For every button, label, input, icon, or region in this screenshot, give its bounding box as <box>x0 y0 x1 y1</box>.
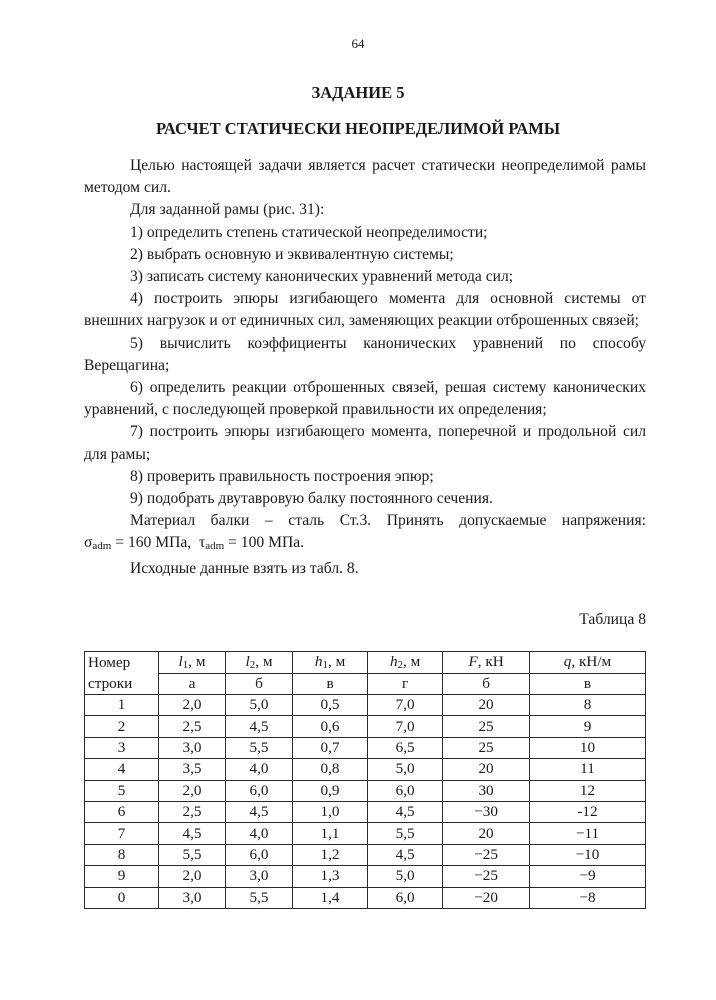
table-body <box>85 695 646 909</box>
table-row <box>85 780 646 801</box>
table-caption: Таблица 8 <box>579 611 646 628</box>
table-cell: 1,2 <box>293 844 368 865</box>
row-number-header: Номер строки <box>85 652 159 695</box>
table-cell: 12 <box>529 780 645 801</box>
table-row <box>85 759 646 780</box>
table-cell: 0,9 <box>293 780 368 801</box>
tau-subscript: adm <box>205 540 225 553</box>
table-row <box>85 844 646 865</box>
table-cell: 4,5 <box>368 801 443 822</box>
table-cell: −25 <box>443 866 530 887</box>
table-cell: 7,0 <box>368 695 443 716</box>
step-item: 3) записать систему канонических уравнений метода сил; <box>130 268 514 286</box>
page-number: 64 <box>351 36 365 51</box>
table-cell: 6,0 <box>226 844 293 865</box>
column-variant-letter: г <box>368 673 443 694</box>
table-cell: 4,5 <box>226 716 293 737</box>
step-item: 2) выбрать основную и эквивалентную системы; <box>130 245 454 263</box>
table-cell: 5,5 <box>226 737 293 758</box>
table-cell: 25 <box>443 737 530 758</box>
allowable-stresses <box>84 532 646 557</box>
table-cell: 5,0 <box>368 866 443 887</box>
table-cell: −30 <box>443 801 530 822</box>
table-cell: −25 <box>443 844 530 865</box>
column-subscript: 2 <box>397 659 404 672</box>
table-cell: 25 <box>443 716 530 737</box>
table-cell: 2,5 <box>159 801 226 822</box>
table-cell: 20 <box>443 823 530 844</box>
table-row <box>85 801 646 822</box>
column-header <box>293 652 368 674</box>
column-unit: , м <box>255 653 273 671</box>
table-cell: 30 <box>443 780 530 801</box>
column-variant-letter: а <box>159 673 226 694</box>
column-subscript: 1 <box>322 659 328 672</box>
column-variant-letter: б <box>226 673 293 694</box>
table-row <box>85 737 646 758</box>
table-cell: 2,5 <box>159 716 226 737</box>
source-note: Исходные данные взять из табл. 8. <box>130 559 359 577</box>
table-cell: 5,0 <box>368 759 443 780</box>
table-cell: 5,5 <box>159 844 226 865</box>
table-cell: 0,6 <box>293 716 368 737</box>
table-cell: 6,5 <box>368 737 443 758</box>
task-heading: ЗАДАНИЕ 5 <box>311 83 405 102</box>
row-number-cell: 3 <box>85 737 159 758</box>
table-cell: 20 <box>443 695 530 716</box>
table-cell: 8 <box>529 695 645 716</box>
table-cell: 10 <box>529 737 645 758</box>
column-unit: , кН/м <box>571 653 612 671</box>
step-item: 6) определить реакции отброшенных связей, решая систему канонических уравнений, с последующей проверкой правильности их определения; <box>84 379 646 419</box>
table-cell: 2,0 <box>159 866 226 887</box>
step-item: 4) построить эпюры изгибающего момента для основной системы от внешних нагрузок и от единичных сил, заменяющих реакции отброшенных связей; <box>84 290 646 330</box>
table-cell: 1,3 <box>293 866 368 887</box>
column-unit: , м <box>188 653 206 671</box>
header-row-symbols <box>85 652 646 674</box>
row-number-cell: 7 <box>85 823 159 844</box>
row-number-cell: 9 <box>85 866 159 887</box>
table-cell: -12 <box>529 801 645 822</box>
column-header <box>159 652 226 674</box>
column-unit: , кН <box>477 653 504 671</box>
table-cell: 6,0 <box>226 780 293 801</box>
step-item: 1) определить степень статической неопределимости; <box>130 223 488 241</box>
task-body <box>84 155 646 580</box>
column-header <box>529 652 645 674</box>
column-subscript: 1 <box>182 659 189 672</box>
table-cell: 4,0 <box>226 759 293 780</box>
step-item: 5) вычислить коэффициенты канонических уравнений по способу Верещагина; <box>84 334 646 374</box>
table-cell: −8 <box>529 887 645 908</box>
table-cell: 5,5 <box>368 823 443 844</box>
column-unit: , м <box>327 653 346 671</box>
table-cell: 5,5 <box>226 887 293 908</box>
task-title: РАСЧЕТ СТАТИЧЕСКИ НЕОПРЕДЕЛИМОЙ РАМЫ <box>155 119 561 138</box>
table-cell: 1,0 <box>293 801 368 822</box>
table-cell: 0,5 <box>293 695 368 716</box>
table-cell: 6,0 <box>368 780 443 801</box>
table-cell: 3,0 <box>226 866 293 887</box>
data-table <box>84 651 646 909</box>
column-header <box>368 652 443 674</box>
column-symbol: q <box>563 653 572 671</box>
intro-paragraph: Целью настоящей задачи является расчет статически неопределимой рамы методом сил. <box>84 157 646 197</box>
column-variant-letter: в <box>529 673 645 694</box>
sigma-value: = 160 МПа, <box>111 534 192 552</box>
table-cell: 0,8 <box>293 759 368 780</box>
table-cell: −9 <box>529 866 645 887</box>
table-cell: 4,5 <box>159 823 226 844</box>
sigma-subscript: adm <box>92 540 112 553</box>
tau-symbol: τ <box>198 534 206 552</box>
row-number-cell: 0 <box>85 887 159 908</box>
table-row <box>85 887 646 908</box>
table-row <box>85 695 646 716</box>
table-cell: 6,0 <box>368 887 443 908</box>
table-row <box>85 823 646 844</box>
tau-value: = 100 МПа. <box>224 534 305 552</box>
table-cell: 3,0 <box>159 737 226 758</box>
table-cell: 1,4 <box>293 887 368 908</box>
table-header <box>85 652 646 695</box>
table-cell: 5,0 <box>226 695 293 716</box>
table-cell: 3,0 <box>159 887 226 908</box>
table-cell: 3,5 <box>159 759 226 780</box>
column-subscript: 2 <box>249 659 256 672</box>
row-number-cell: 4 <box>85 759 159 780</box>
row-number-cell: 8 <box>85 844 159 865</box>
table-cell: 20 <box>443 759 530 780</box>
table-cell: −11 <box>529 823 645 844</box>
table-cell: 2,0 <box>159 695 226 716</box>
material-paragraph: Материал балки – сталь Ст.3. Принять допускаемые напряжения: <box>130 512 646 530</box>
step-item: 7) построить эпюры изгибающего момента, поперечной и продольной сил для рамы; <box>84 423 646 463</box>
table-cell: 0,7 <box>293 737 368 758</box>
table-cell: −10 <box>529 844 645 865</box>
step-item: 8) проверить правильность построения эпюр; <box>130 467 434 485</box>
table-cell: 9 <box>529 716 645 737</box>
column-header <box>443 652 530 674</box>
column-symbol: l <box>178 653 183 671</box>
step-item: 9) подобрать двутавровую балку постоянного сечения. <box>130 490 493 508</box>
header-row-letters <box>85 673 646 694</box>
column-symbol: l <box>245 653 250 671</box>
column-header <box>226 652 293 674</box>
table-cell: 1,1 <box>293 823 368 844</box>
table-cell: 7,0 <box>368 716 443 737</box>
row-number-cell: 6 <box>85 801 159 822</box>
table-row <box>85 866 646 887</box>
column-variant-letter: в <box>293 673 368 694</box>
column-symbol: F <box>468 653 478 671</box>
row-number-cell: 5 <box>85 780 159 801</box>
column-variant-letter: б <box>443 673 530 694</box>
column-symbol: h <box>389 653 398 671</box>
table-row <box>85 716 646 737</box>
row-number-cell: 2 <box>85 716 159 737</box>
column-symbol: h <box>314 653 323 671</box>
table-cell: 11 <box>529 759 645 780</box>
column-unit: , м <box>403 653 421 671</box>
table-cell: 4,0 <box>226 823 293 844</box>
sigma-symbol: σ <box>84 534 93 552</box>
table-cell: −20 <box>443 887 530 908</box>
table-cell: 4,5 <box>368 844 443 865</box>
frame-instruction: Для заданной рамы (рис. 31): <box>130 201 325 219</box>
table-cell: 2,0 <box>159 780 226 801</box>
table-cell: 4,5 <box>226 801 293 822</box>
row-number-cell: 1 <box>85 695 159 716</box>
